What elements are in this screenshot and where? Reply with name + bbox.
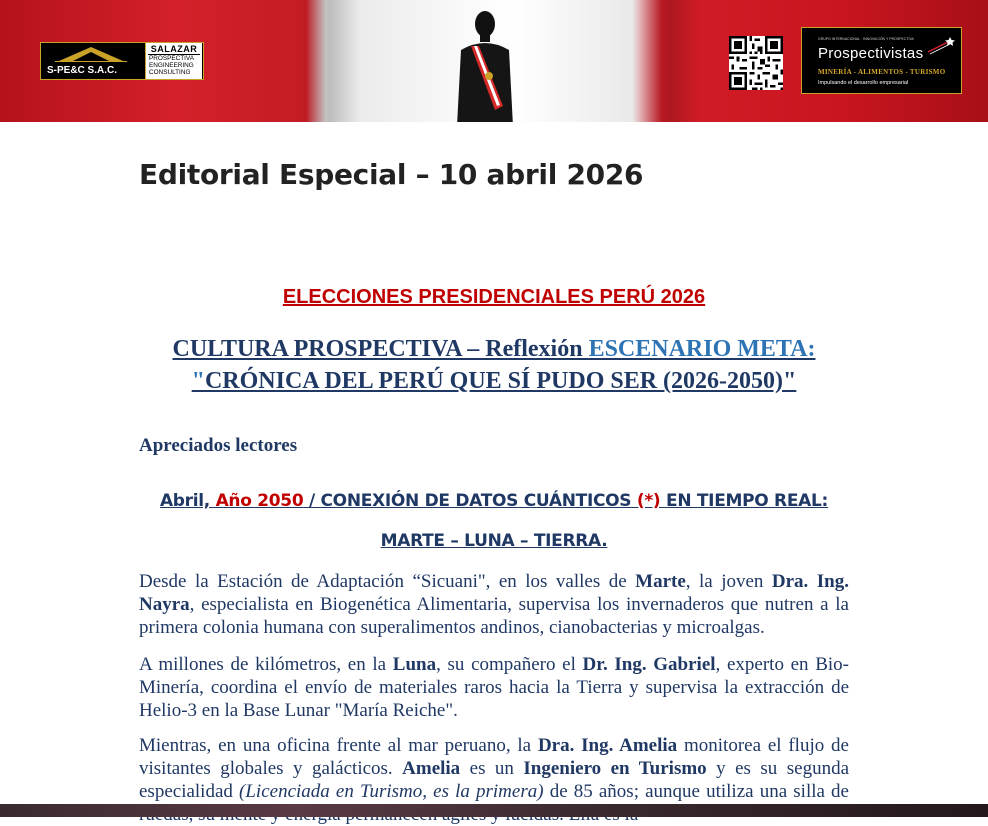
paragraph-moon [139,653,849,722]
text: de 85 años; aunque utiliza una silla de [549,781,849,802]
text: , experto en Bio-Minería, coordina el envío de materiales raros hacia la Tierra y supervisa la extracción de Helio-3 en la Base Lunar "María Reiche". [139,654,850,721]
subheading-line2: MARTE – LUNA – TIERRA. [380,531,608,551]
person-gabriel: Dr. Ing. Gabriel [582,654,716,675]
greeting: Apreciados lectores [139,435,298,456]
flag-fold [300,0,360,122]
person-nayra: Dra. Ing. Nayra [139,571,849,615]
subheading-month: Abril, [159,491,216,511]
subheading-year: Año 2050 [215,491,304,511]
reflection-prefix: CULTURA PROSPECTIVA – Reflexión [172,336,589,362]
place-moon: Luna [392,654,437,675]
text: , su compañero el [436,654,583,675]
flag-fold [640,0,700,122]
text: , la joven [685,571,772,592]
logo-line: ENGINEERING [149,62,194,69]
person-amelia: Dra. Ing. Amelia [537,735,678,756]
logo-tiny-text: GRUPO INTERNACIONAL · INNOVACIÓN Y PROSPECTIVA [818,37,914,41]
subheading-end: EN TIEMPO REAL: [660,491,829,511]
salazar-logo[interactable] [40,42,204,80]
salazar-wordmark [145,43,202,79]
text: A millones de kilómetros, en la [139,654,393,675]
tourism-engineer: Ingeniero en Turismo [523,758,707,779]
text: monitorea el flujo de visitantes globales y galácticos. [139,735,849,779]
header-banner [0,0,988,122]
footnote-marker: (*) [636,491,661,511]
text: y es su segunda especialidad [139,758,850,802]
brand-sectors: MINERÍA - ALIMENTOS - TURISMO [818,68,946,76]
president-silhouette-icon [455,6,515,122]
editorial-title: Editorial Especial – 10 abril 2026 [139,158,644,191]
text: es un [460,758,524,779]
bottom-edge-bar [0,804,988,817]
quote-mark: " [191,368,205,394]
brand-tagline: Impulsando el desarrollo empresarial [818,80,909,86]
text: Desde la Estación de Adaptación “Sicuani", en los valles de [139,571,636,592]
pyramid-mark-icon [51,46,131,62]
text: , especialista en Biogenética Alimentaria, supervisa los invernaderos que nutren a la primera colonia humana con superalimentos andinos, cianobacterias y microalgas. [139,594,849,638]
qr-code-icon[interactable] [729,36,783,90]
first-degree-note: (Licenciada en Turismo, es la primera) [239,781,544,802]
logo-line: CONSULTING [149,69,191,76]
salazar-name: SALAZAR [148,44,200,55]
brand-name: Prospectivistas [818,45,924,62]
place-mars: Marte [635,571,686,592]
elections-title: ELECCIONES PRESIDENCIALES PERÚ 2026 [282,286,706,308]
logo-line: PROSPECTIVA [149,55,194,62]
prospectivistas-logo[interactable] [801,27,962,94]
star-mark-icon [926,36,956,56]
paragraph-mars [139,570,849,639]
chronicle-title: CRÓNICA DEL PERÚ QUE SÍ PUDO SER (2026-2050)" [204,368,797,394]
subheading-mid: / CONEXIÓN DE DATOS CUÁNTICOS [303,491,637,511]
scenario-meta-label: ESCENARIO META: [588,336,816,362]
reflection-title [0,333,988,397]
company-name: S-PE&C S.A.C. [47,65,118,76]
section-subheading [0,481,988,561]
person-amelia-short: Amelia [402,758,461,779]
text: Mientras, en una oficina frente al mar peruano, la [139,735,538,756]
